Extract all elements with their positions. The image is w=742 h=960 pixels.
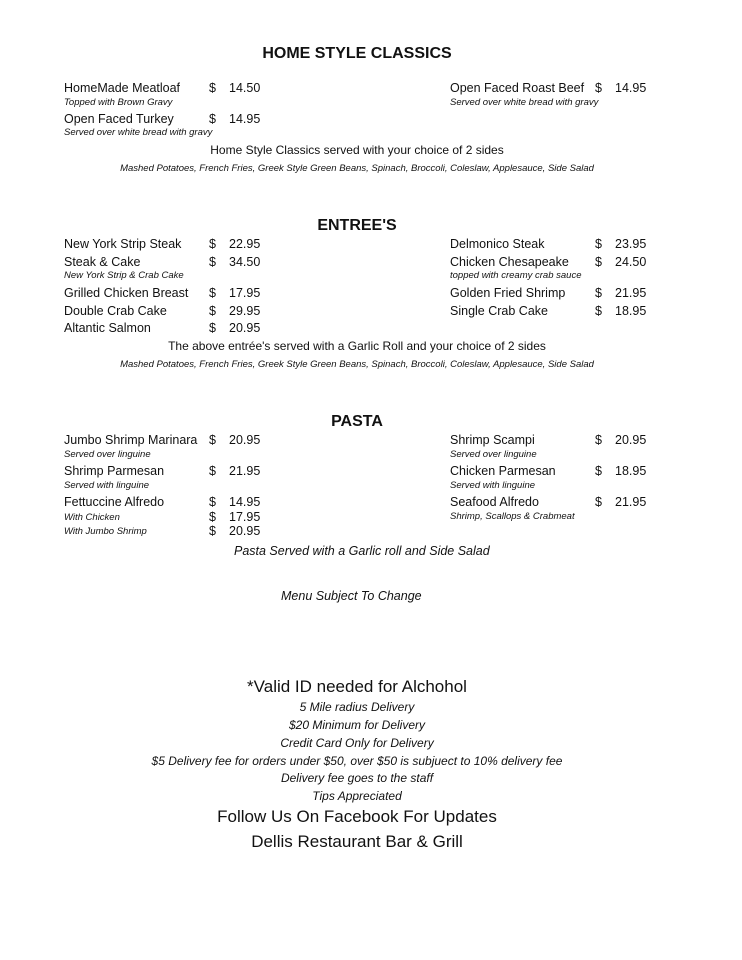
menu-item-description: Served over white bread with gravy bbox=[450, 97, 599, 108]
currency-symbol: $ bbox=[209, 81, 216, 95]
menu-item-price: 14.95 bbox=[615, 81, 647, 95]
currency-symbol: $ bbox=[209, 510, 216, 524]
menu-item-name: Golden Fried Shrimp bbox=[450, 286, 566, 300]
delivery-info-line: Tips Appreciated bbox=[312, 789, 402, 803]
menu-item-name: Grilled Chicken Breast bbox=[64, 286, 189, 300]
menu-item-price: 34.50 bbox=[229, 255, 261, 269]
menu-item-description: Served with linguine bbox=[450, 480, 536, 491]
menu-item-name: Double Crab Cake bbox=[64, 304, 167, 318]
delivery-info-line: $5 Delivery fee for orders under $50, over $50 is subjuect to 10% delivery fee bbox=[151, 754, 563, 768]
currency-symbol: $ bbox=[209, 255, 216, 269]
delivery-info-line: $20 Minimum for Delivery bbox=[288, 718, 426, 732]
menu-item-name: New York Strip Steak bbox=[64, 237, 182, 251]
menu-item-price: 14.95 bbox=[229, 495, 261, 509]
menu-item-price: 18.95 bbox=[615, 304, 647, 318]
menu-item-name: Jumbo Shrimp Marinara bbox=[64, 433, 198, 447]
currency-symbol: $ bbox=[595, 433, 602, 447]
section-title-entrees: ENTREE'S bbox=[317, 217, 397, 234]
menu-item-name: Shrimp Scampi bbox=[450, 433, 535, 447]
menu-item-name: Delmonico Steak bbox=[450, 237, 545, 251]
menu-item-name: HomeMade Meatloaf bbox=[64, 81, 181, 95]
menu-item-price: 22.95 bbox=[229, 237, 261, 251]
menu-item-description: Served over linguine bbox=[64, 449, 151, 460]
menu-item-price: 14.50 bbox=[229, 81, 261, 95]
menu-item-price: 20.95 bbox=[615, 433, 647, 447]
currency-symbol: $ bbox=[209, 237, 216, 251]
currency-symbol: $ bbox=[209, 433, 216, 447]
menu-item-description: Served over linguine bbox=[450, 449, 537, 460]
menu-item-description: Served over white bread with gravy bbox=[64, 127, 213, 138]
menu-item-description: Shrimp, Scallops & Crabmeat bbox=[450, 511, 575, 522]
currency-symbol: $ bbox=[595, 237, 602, 251]
served-with-note: The above entrée's served with a Garlic Roll and your choice of 2 sides bbox=[168, 339, 546, 353]
menu-item-price: 17.95 bbox=[229, 286, 261, 300]
restaurant-name: Dellis Restaurant Bar & Grill bbox=[251, 832, 463, 851]
menu-item-description: Topped with Brown Gravy bbox=[64, 97, 173, 108]
currency-symbol: $ bbox=[209, 321, 216, 335]
currency-symbol: $ bbox=[209, 286, 216, 300]
currency-symbol: $ bbox=[595, 255, 602, 269]
currency-symbol: $ bbox=[209, 464, 216, 478]
section-title-pasta: PASTA bbox=[331, 413, 383, 430]
menu-item-name: Fettuccine Alfredo bbox=[64, 495, 165, 509]
delivery-info-line: Delivery fee goes to the staff bbox=[280, 771, 434, 785]
menu-item-price: 21.95 bbox=[229, 464, 261, 478]
served-with-note: Home Style Classics served with your choice of 2 sides bbox=[210, 143, 504, 157]
currency-symbol: $ bbox=[595, 464, 602, 478]
currency-symbol: $ bbox=[595, 495, 602, 509]
menu-item-price: 14.95 bbox=[229, 112, 261, 126]
currency-symbol: $ bbox=[595, 304, 602, 318]
menu-item-price: 23.95 bbox=[615, 237, 647, 251]
option-price: 20.95 bbox=[229, 524, 261, 538]
menu-item-price: 29.95 bbox=[229, 304, 261, 318]
menu-item-name: Open Faced Roast Beef bbox=[450, 81, 585, 95]
currency-symbol: $ bbox=[595, 286, 602, 300]
option-name: With Jumbo Shrimp bbox=[64, 526, 147, 537]
delivery-info-line: Credit Card Only for Delivery bbox=[280, 736, 434, 750]
currency-symbol: $ bbox=[209, 524, 216, 538]
option-name: With Chicken bbox=[64, 512, 120, 523]
sides-list: Mashed Potatoes, French Fries, Greek Style Green Beans, Spinach, Broccoli, Coleslaw, Applesauce, Side Salad bbox=[120, 163, 594, 174]
menu-item-name: Seafood Alfredo bbox=[450, 495, 539, 509]
menu-item-price: 21.95 bbox=[615, 495, 647, 509]
menu-item-description: topped with creamy crab sauce bbox=[450, 270, 582, 281]
currency-symbol: $ bbox=[209, 304, 216, 318]
menu-item-name: Steak & Cake bbox=[64, 255, 141, 269]
menu-item-name: Altantic Salmon bbox=[64, 321, 151, 335]
pasta-served-note: Pasta Served with a Garlic roll and Side Salad bbox=[234, 544, 490, 558]
section-title-home-style: HOME STYLE CLASSICS bbox=[262, 45, 452, 62]
menu-item-price: 24.50 bbox=[615, 255, 647, 269]
delivery-info-line: 5 Mile radius Delivery bbox=[299, 700, 415, 714]
menu-item-name: Open Faced Turkey bbox=[64, 112, 174, 126]
currency-symbol: $ bbox=[209, 495, 216, 509]
menu-item-name: Single Crab Cake bbox=[450, 304, 548, 318]
menu-subject-note: Menu Subject To Change bbox=[281, 589, 422, 603]
menu-item-price: 21.95 bbox=[615, 286, 647, 300]
currency-symbol: $ bbox=[209, 112, 216, 126]
menu-item-name: Chicken Chesapeake bbox=[450, 255, 569, 269]
valid-id-notice: *Valid ID needed for Alchohol bbox=[247, 677, 467, 696]
menu-item-description: Served with linguine bbox=[64, 480, 150, 491]
menu-item-description: New York Strip & Crab Cake bbox=[64, 270, 184, 281]
menu-item-price: 20.95 bbox=[229, 321, 261, 335]
currency-symbol: $ bbox=[595, 81, 602, 95]
menu-item-price: 20.95 bbox=[229, 433, 261, 447]
sides-list: Mashed Potatoes, French Fries, Greek Style Green Beans, Spinach, Broccoli, Coleslaw, Applesauce, Side Salad bbox=[120, 359, 594, 370]
menu-item-name: Chicken Parmesan bbox=[450, 464, 556, 478]
option-price: 17.95 bbox=[229, 510, 261, 524]
menu-item-name: Shrimp Parmesan bbox=[64, 464, 165, 478]
follow-us-line: Follow Us On Facebook For Updates bbox=[217, 807, 497, 826]
menu-item-price: 18.95 bbox=[615, 464, 647, 478]
